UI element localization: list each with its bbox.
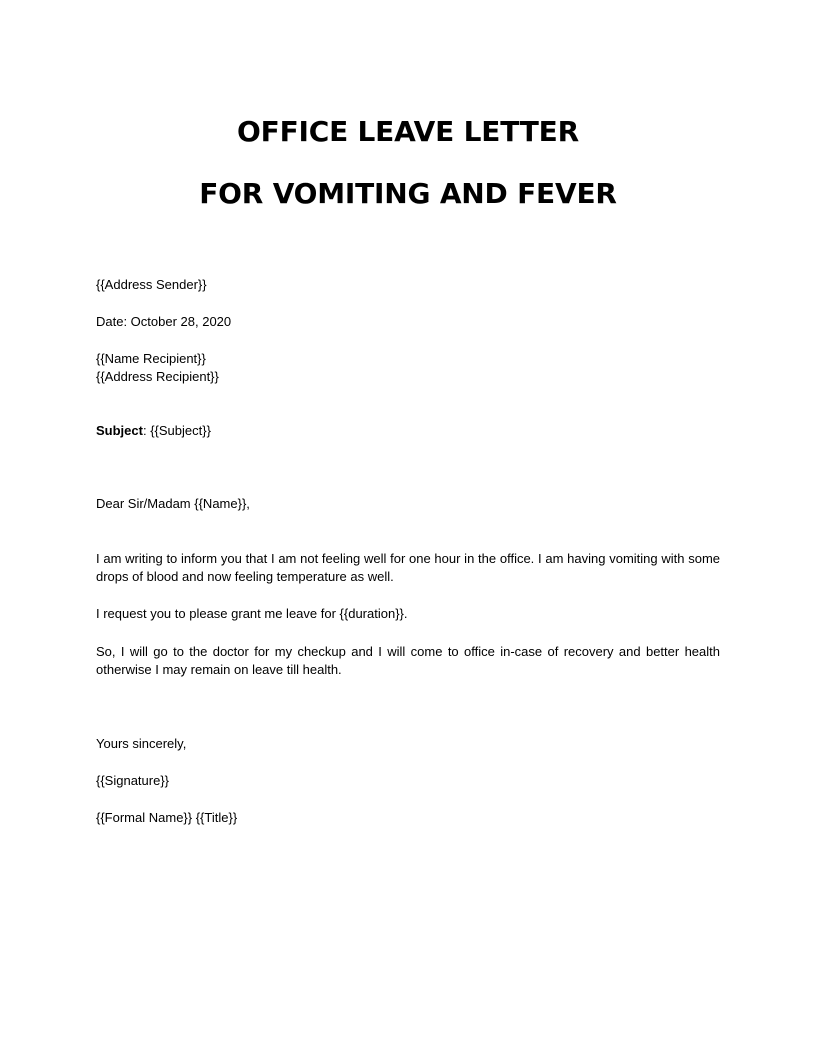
sender-address: {{Address Sender}} — [96, 277, 207, 292]
recipient-address: {{Address Recipient}} — [96, 369, 219, 384]
closing: Yours sincerely, — [96, 736, 187, 751]
formal-name-title: {{Formal Name}} {{Title}} — [96, 810, 238, 825]
recipient-name: {{Name Recipient}} — [96, 351, 206, 366]
subject-label: Subject — [96, 423, 143, 438]
paragraph-3: So, I will go to the doctor for my checkup and I will come to office in-case of recovery and better health otherwise I may remain on leave till health. — [96, 644, 720, 677]
date-line: Date: October 28, 2020 — [96, 314, 232, 329]
title-block — [0, 112, 816, 214]
paragraph-1: I am writing to inform you that I am not feeling well for one hour in the office. I am having vomiting with some drops of blood and now feeling temperature as well. — [96, 551, 720, 584]
signature: {{Signature}} — [96, 773, 170, 788]
paragraph-2: I request you to please grant me leave for {{duration}}. — [96, 606, 408, 621]
title-line-2: FOR VOMITING AND FEVER — [199, 177, 617, 210]
subject-line — [96, 422, 720, 440]
subject-value: : {{Subject}} — [142, 423, 211, 438]
title-line-1: OFFICE LEAVE LETTER — [237, 115, 579, 148]
salutation: Dear Sir/Madam {{Name}}, — [96, 496, 250, 511]
